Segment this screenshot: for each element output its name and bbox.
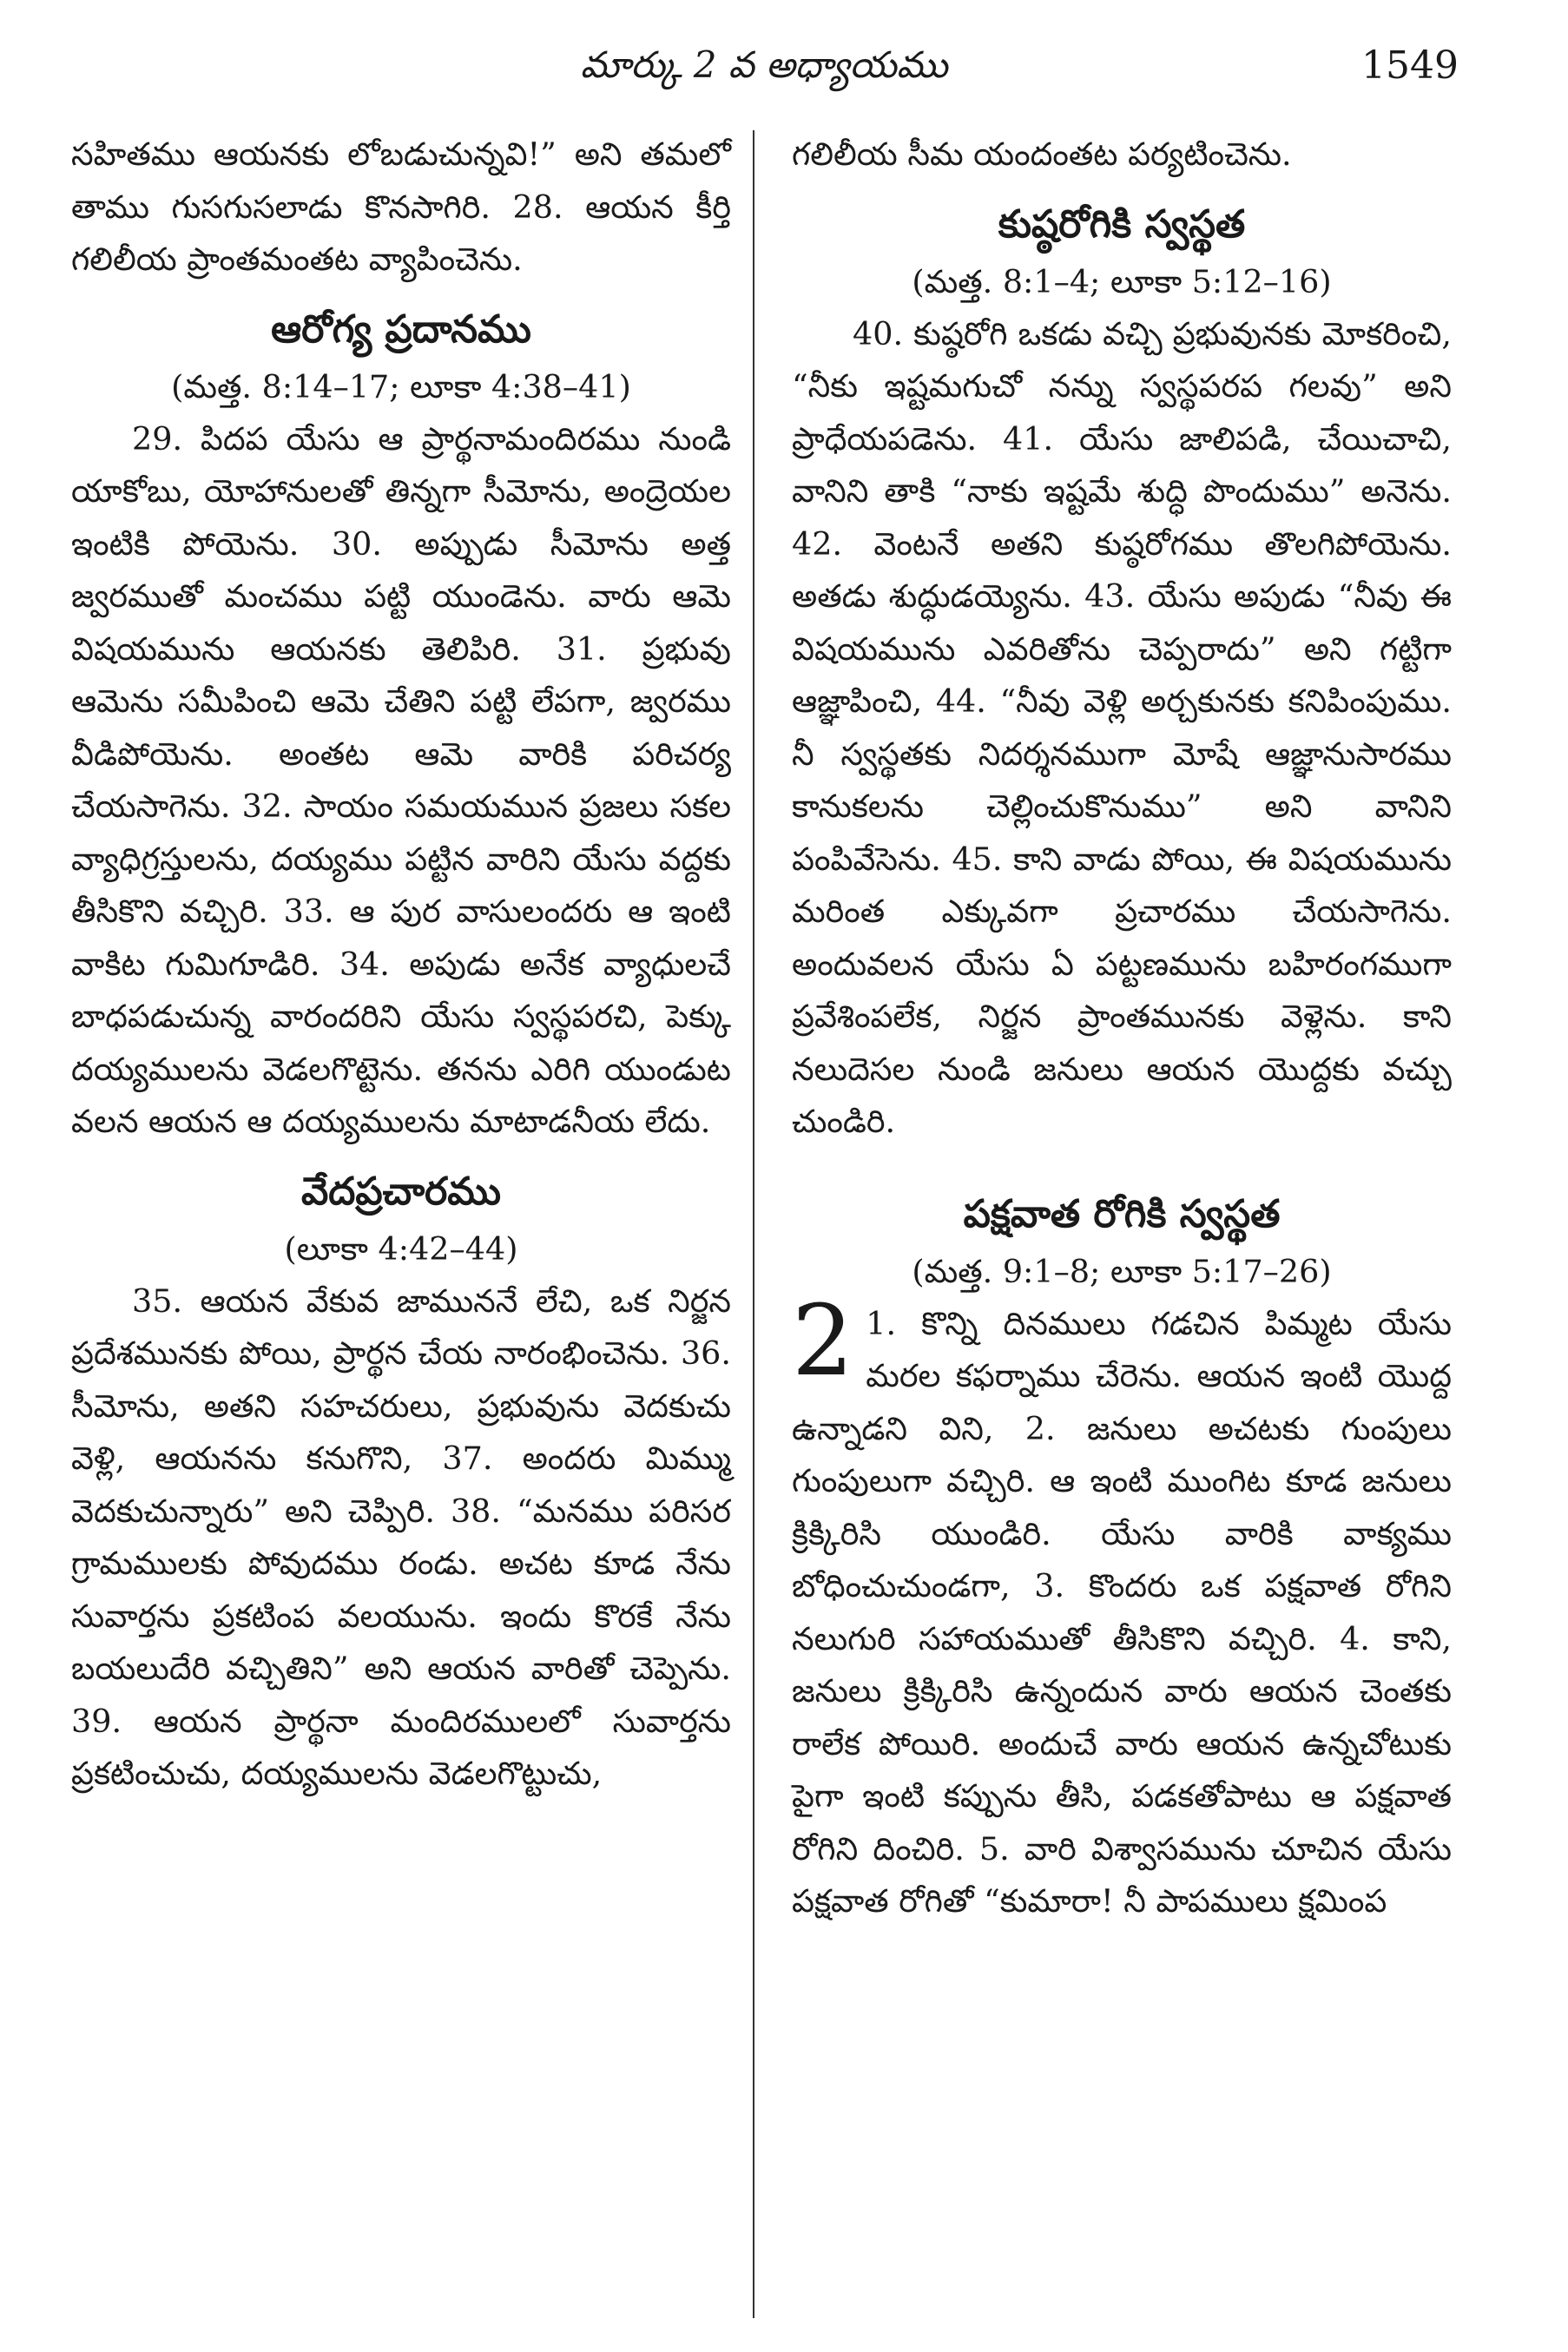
page-header — [69, 43, 1459, 104]
paragraph — [792, 1284, 1452, 1928]
left-column — [71, 128, 731, 1801]
paragraph: సహితము ఆయనకు లోబడుచున్నవి!” అని తమలో తాము గుసగుసలాడు కొనసాగిరి. 28. ఆయన కీర్తి గలిలీయ ప్రాంతమంతట వ్యాపించెను. — [71, 135, 731, 278]
column-divider — [753, 130, 754, 2318]
paragraph: గలిలీయ సీమ యందంతట పర్యటించెను. — [792, 135, 1292, 173]
section-heading: వేదప్రచారము — [300, 1169, 502, 1214]
chapter-number: 2 — [792, 1284, 854, 1398]
cross-reference: (మత్త. 9:1–8; లూకా 5:17–26) — [912, 1252, 1332, 1290]
right-column — [792, 128, 1452, 1928]
paragraph: 35. ఆయన వేకువ జాముననే లేచి, ఒక నిర్జన ప్రదేశమునకు పోయి, ప్రార్థన చేయ నారంభించెను. 36. సీమోను, అతని సహచరులు, ప్రభువును వెదకుచు వెళ్లి, ఆయనను కనుగొని, 37. అందరు మిమ్ము వెదకుచున్నారు” అని చెప్పిరి. 38. “మనము పరిసర గ్రామములకు పోవుదము రండు. అచట కూడ నేను సువార్తను ప్రకటింప వలయును. ఇందు కొరకే నేను బయలుదేరి వచ్చితిని” అని ఆయన వారితో చెప్పెను. 39. ఆయన ప్రార్థనా మందిరములలో సువార్తను ప్రకటించుచు, దయ్యములను వెడలగొట్టుచు, — [71, 1281, 731, 1792]
paragraph-text: 1. కొన్ని దినములు గడచిన పిమ్మట యేసు మరల కఫర్నాము చేరెను. ఆయన ఇంటి యొద్ద ఉన్నాడని విని, 2. జనులు అచటకు గుంపులు గుంపులుగా వచ్చిరి. ఆ ఇంటి ముంగిట కూడ జనులు క్రిక్కిరిసి యుండిరి. యేసు వారికి వాక్యము బోధించుచుండగా, 3. కొందరు ఒక పక్షవాత రోగిని నలుగురి సహాయముతో తీసికొని వచ్చిరి. 4. కాని, జనులు క్రిక్కిరిసి ఉన్నందున వారు ఆయన చెంతకు రాలేక పోయిరి. అందుచే వారు ఆయన ఉన్నచోటుకు పైగా ఇంటి కప్పును తీసి, పడకతోపాటు ఆ పక్షవాత రోగిని దించిరి. 5. వారి విశ్వాసమును చూచిన యేసు పక్షవాత రోగితో “కుమారా! నీ పాపములు క్షమింప — [792, 1304, 1452, 1920]
cross-reference: (లూకా 4:42–44) — [284, 1229, 518, 1268]
paragraph: 40. కుష్ఠరోగి ఒకడు వచ్చి ప్రభువునకు మోకరించి, “నీకు ఇష్టమగుచో నన్ను స్వస్థపరప గలవు” అని ప్రాధేయపడెను. 41. యేసు జాలిపడి, చేయిచాచి, వానిని తాకి “నాకు ఇష్టమే శుద్ధి పొందుము” అనెను. 42. వెంటనే అతని కుష్ఠరోగము తొలగిపోయెను. అతడు శుద్ధుడయ్యెను. 43. యేసు అపుడు “నీవు ఈ విషయమును ఎవరితోను చెప్పరాదు” అని గట్టిగా ఆజ్ఞాపించి, 44. “నీవు వెళ్లి అర్చకునకు కనిపింపుము. నీ స్వస్థతకు నిదర్శనముగా మోషే ఆజ్ఞానుసారము కానుకలను చెల్లించుకొనుము” అని వానిని పంపివేసెను. 45. కాని వాడు పోయి, ఈ విషయమును మరింత ఎక్కువగా ప్రచారము చేయసాగెను. అందువలన యేసు ఏ పట్టణమును బహిరంగముగా ప్రవేశింపలేక, నిర్జన ప్రాంతమునకు వెళ్లెను. కాని నలుదెసల నుండి జనులు ఆయన యొద్దకు వచ్చు చుండిరి. — [792, 314, 1452, 1140]
cross-reference: (మత్త. 8:14–17; లూకా 4:38–41) — [171, 367, 631, 405]
paragraph: 29. పిదప యేసు ఆ ప్రార్థనామందిరము నుండి యాకోబు, యోహానులతో తిన్నగా సీమోను, అంద్రెయల ఇంటికి పోయెను. 30. అప్పుడు సీమోను అత్త జ్వరముతో మంచము పట్టి యుండెను. వారు ఆమె విషయమును ఆయనకు తెలిపిరి. 31. ప్రభువు ఆమెను సమీపించి ఆమె చేతిని పట్టి లేపగా, జ్వరము వీడిపోయెను. అంతట ఆమె వారికి పరిచర్య చేయసాగెను. 32. సాయం సమయమున ప్రజలు సకల వ్యాధిగ్రస్తులను, దయ్యము పట్టిన వారిని యేసు వద్దకు తీసికొని వచ్చిరి. 33. ఆ పుర వాసులందరు ఆ ఇంటి వాకిట గుమిగూడిరి. 34. అపుడు అనేక వ్యాధులచే బాధపడుచున్న వారందరిని యేసు స్వస్థపరచి, పెక్కు దయ్యములను వెడలగొట్టెను. తనను ఎరిగి యుండుట వలన ఆయన ఆ దయ్యములను మాటాడనీయ లేదు. — [71, 419, 731, 1140]
section-heading: ఆరోగ్య ప్రదానము — [271, 306, 531, 352]
chapter-title: మార్కు 2 వ అధ్యాయము — [580, 43, 948, 86]
section-heading: కుష్ఠరోగికి స్వస్థత — [998, 201, 1246, 247]
cross-reference: (మత్త. 8:1–4; లూకా 5:12–16) — [912, 262, 1332, 300]
page-number: 1549 — [1361, 43, 1459, 88]
section-heading: పక్షవాత రోగికి స్వస్థత — [963, 1191, 1281, 1236]
